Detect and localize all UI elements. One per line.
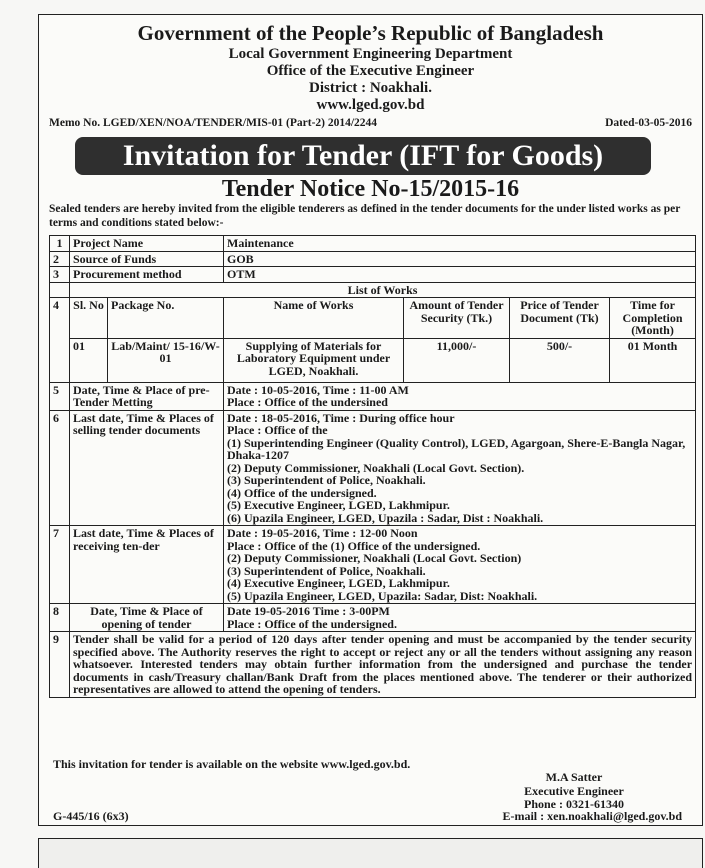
office-title: Office of the Executive Engineer (266, 63, 475, 79)
detail-line: Date : 10-05-2016, Time : 11-00 AM (227, 382, 409, 397)
detail-line: Place : Office of the undersigned. (227, 616, 397, 631)
terms-text: Tender shall be valid for a period of 120 days after tender opening and must be accompanied by the tender security specified above. The Authority reserves the right to accept or reject any or all the tenders without assigning any reason whatsoever. Interested tenders may obtain further information from the undersigned and purchase the tender documents in cash/Treasury challan/Bank Draft from the places mentioned above. The tenderer or their authorized representatives are allowed to attend the opening of tenders. (70, 632, 696, 698)
signature-block (459, 771, 689, 812)
detail-line: Place : Office of the (1) Office of the undersigned. (227, 538, 481, 553)
row-value: OTM (224, 267, 696, 283)
district-title: District : Noakhali. (309, 80, 432, 96)
detail-line: (6) Upazila Engineer, LGED, Upazila : Sadar, Dist : Noakhali. (227, 510, 544, 525)
tender-notice (38, 14, 703, 826)
row-number: 7 (50, 526, 70, 604)
detail-line: (4) Executive Engineer, LGED, Lakhmipur. (227, 576, 450, 590)
detail-line: Date : 19-05-2016, Time : 12-00 Noon (227, 526, 418, 540)
table-row (50, 267, 696, 283)
intro-text: Sealed tenders are hereby invited from the eligible tenderers as defined in the tender documents for the under listed works as per terms and conditions stated below:- (49, 203, 681, 229)
row-number: 9 (50, 632, 70, 698)
table-row (50, 604, 696, 632)
row-number: 3 (50, 267, 70, 283)
memo-date: Dated-03-05-2016 (605, 117, 692, 129)
next-notice-edge (38, 838, 703, 868)
row-value (224, 526, 696, 604)
website-note: This invitation for tender is available on the website www.lged.gov.bd. (53, 757, 411, 771)
item-package: Lab/Maint/ 15-16/W-01 (108, 338, 224, 382)
row-number: 1 (50, 236, 70, 252)
header-price: Price of Tender Document (Tk) (510, 298, 610, 339)
row-label: Last date, Time & Places of selling tender documents (70, 410, 224, 526)
item-name: Supplying of Materials for Laboratory Equipment under LGED, Noakhali. (224, 338, 404, 382)
signatory-name: M.A Satter (545, 770, 603, 784)
website-title: www.lged.gov.bd (316, 97, 425, 113)
table-row (50, 338, 696, 382)
department-title: Local Government Engineering Department (228, 46, 513, 62)
row-value (224, 382, 696, 410)
detail-line: (5) Executive Engineer, LGED, Lakhmipur. (227, 498, 450, 512)
clipped-previous-text (0, 0, 705, 8)
item-price: 500/- (510, 338, 610, 382)
row-number: 5 (50, 382, 70, 410)
header-time: Time for Completion (Month) (610, 298, 696, 339)
tender-table (49, 235, 696, 698)
item-sl: 01 (70, 338, 108, 382)
detail-line: Date 19-05-2016 Time : 3-00PM (227, 604, 390, 618)
ad-code: G-445/16 (6x3) (53, 809, 129, 823)
item-security: 11,000/- (404, 338, 510, 382)
tender-notice-number: Tender Notice No-15/2015-16 (221, 176, 520, 202)
signatory-designation: Executive Engineer (524, 783, 624, 798)
detail-line: (2) Deputy Commissioner, Noakhali (Local Govt. Section). (227, 460, 525, 475)
row-number: 6 (50, 410, 70, 526)
table-row (50, 251, 696, 267)
row-number: 2 (50, 251, 70, 267)
row-value (224, 410, 696, 526)
table-row (50, 382, 696, 410)
memo-number: Memo No. LGED/XEN/NOA/TENDER/MIS-01 (Part-2) 2014/2244 (49, 117, 378, 129)
detail-line: (2) Deputy Commissioner, Noakhali (Local Govt. Section) (227, 551, 522, 565)
detail-line: (1) Superintending Engineer (Quality Control), LGED, Agargoan, Shere-E-Bangla Nagar, Dhaka-1207 (227, 435, 686, 462)
detail-line: Place : Office of the (227, 423, 328, 437)
header-security: Amount of Tender Security (Tk.) (404, 298, 510, 339)
row-number: 4 (50, 298, 70, 383)
row-label: Procurement method (70, 267, 224, 283)
ift-banner: Invitation for Tender (IFT for Goods) (75, 137, 651, 175)
header-sl: Sl. No (70, 298, 108, 339)
row-label: Project Name (70, 236, 224, 252)
header-package: Package No. (108, 298, 224, 339)
memo-line (49, 117, 692, 129)
table-row (50, 298, 696, 339)
row-value (224, 604, 696, 632)
detail-line: Date : 18-05-2016, Time : During office hour (227, 410, 455, 425)
signatory-phone: Phone : 0321-61340 (524, 797, 624, 811)
row-label: Date, Time & Place of pre-Tender Metting (70, 382, 224, 410)
detail-line: Place : Office of the undersined (227, 395, 388, 409)
row-label: Last date, Time & Places of receiving ten-der (70, 526, 224, 604)
row-value: Maintenance (224, 236, 696, 252)
table-row (50, 282, 696, 298)
detail-line: (3) Superintendent of Police, Noakhali. (227, 563, 426, 578)
header-name: Name of Works (224, 298, 404, 339)
row-value: GOB (224, 251, 696, 267)
table-row (50, 632, 696, 698)
detail-line: (4) Office of the undersigned. (227, 485, 377, 500)
government-title: Government of the People’s Republic of Bangladesh (137, 21, 604, 45)
detail-line: (3) Superintendent of Police, Noakhali. (227, 473, 426, 487)
signatory-email: E-mail : xen.noakhali@lged.gov.bd (502, 809, 682, 823)
table-row (50, 526, 696, 604)
detail-line: (5) Upazila Engineer, LGED, Upazila: Sadar, Dist: Noakhali. (227, 588, 538, 603)
row-number: 8 (50, 604, 70, 632)
item-time: 01 Month (610, 338, 696, 382)
list-of-works-title: List of Works (70, 282, 696, 298)
empty-cell (50, 282, 70, 298)
table-row (50, 236, 696, 252)
row-label: Source of Funds (70, 251, 224, 267)
row-label: Date, Time & Place of opening of tender (70, 604, 224, 632)
table-row (50, 410, 696, 526)
